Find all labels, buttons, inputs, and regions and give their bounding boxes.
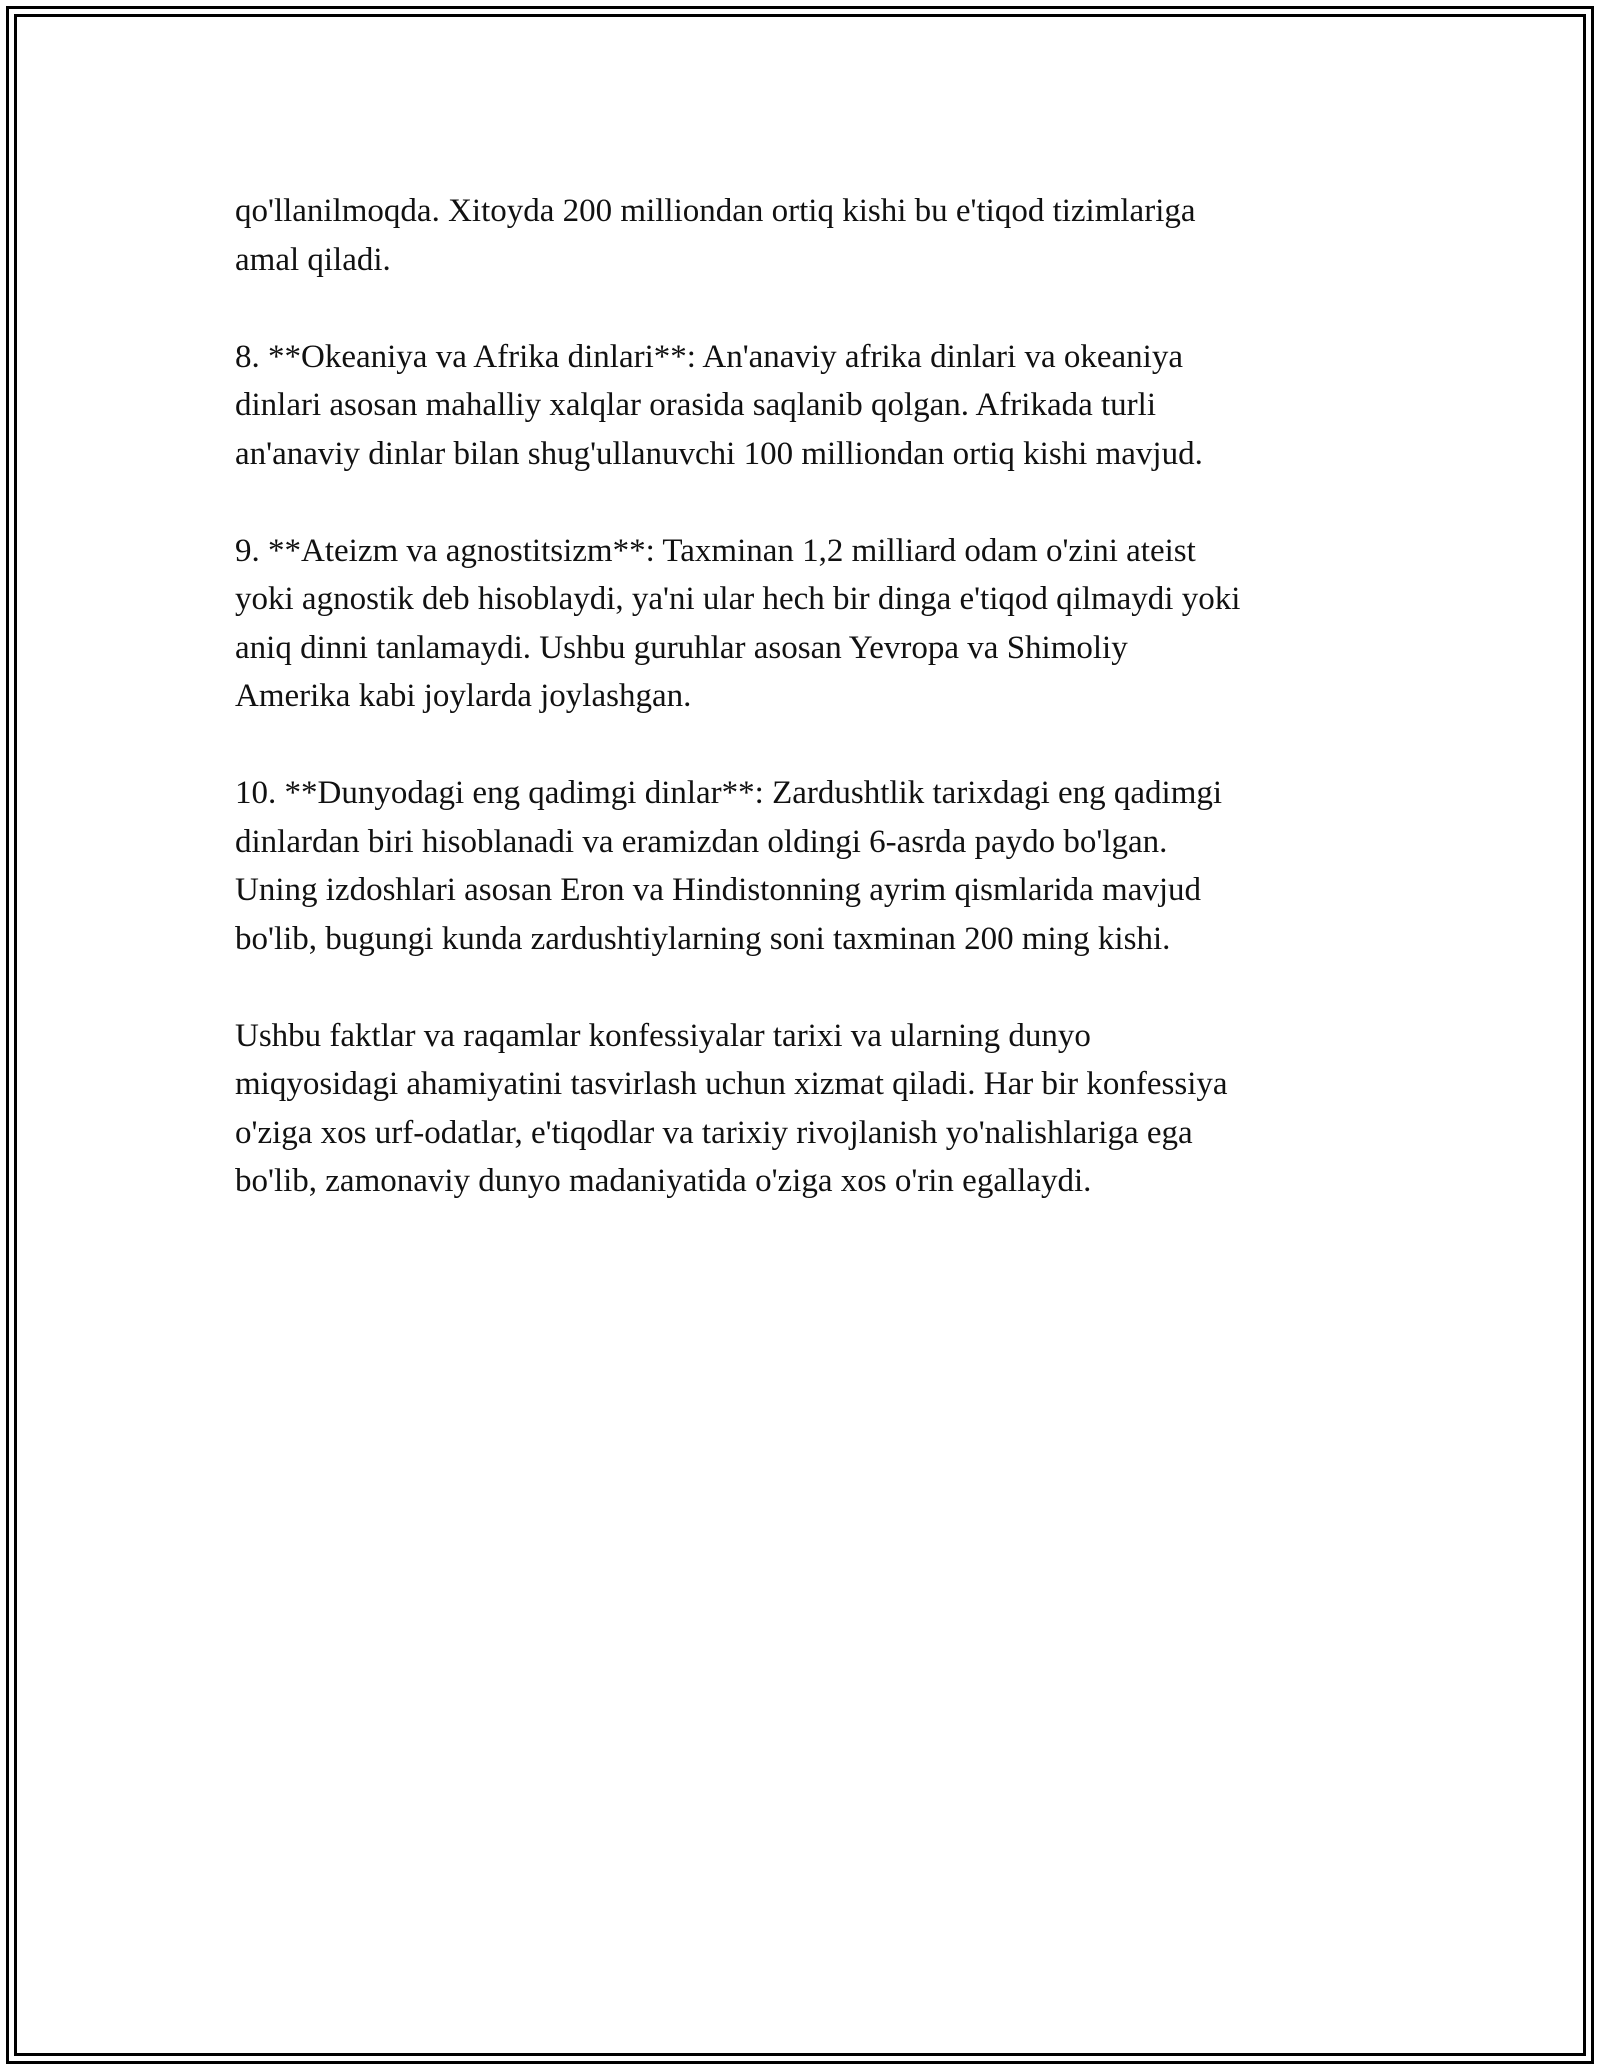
paragraph-item-9 (235, 527, 1365, 721)
text-line: miqyosidagi ahamiyatini tasvirlash uchun xizmat qiladi. Har bir konfessiya (235, 1066, 1228, 1102)
text-line: bo'lib, zamonaviy dunyo madaniyatida o'ziga xos o'rin egallaydi. (235, 1163, 1092, 1199)
text-line: 9. **Ateizm va agnostitsizm**: Taxminan 1,2 milliard odam o'zini ateist (235, 532, 1196, 569)
text-line: bo'lib, bugungi kunda zardushtiylarning soni taxminan 200 ming kishi. (235, 920, 1171, 957)
text-line: o'ziga xos urf-odatlar, e'tiqodlar va tarixiy rivojlanish yo'nalishlariga ega (235, 1114, 1193, 1151)
text-line: yoki agnostik deb hisoblaydi, ya'ni ular hech bir dinga e'tiqod qilmaydi yoki (235, 581, 1241, 617)
paragraph-continuation (235, 187, 1365, 284)
text-line: dinlari asosan mahalliy xalqlar orasida saqlanib qolgan. Afrikada turli (235, 387, 1156, 423)
text-line: Amerika kabi joylarda joylashgan. (235, 678, 692, 714)
text-line: aniq dinni tanlamaydi. Ushbu guruhlar asosan Yevropa va Shimoliy (235, 629, 1128, 666)
document-body (235, 187, 1365, 1254)
text-line: 8. **Okeaniya va Afrika dinlari**: An'anaviy afrika dinlari va okeaniya (235, 338, 1183, 375)
text-line: an'anaviy dinlar bilan shug'ullanuvchi 100 milliondan ortiq kishi mavjud. (235, 435, 1203, 472)
text-line: 10. **Dunyodagi eng qadimgi dinlar**: Zardushtlik tarixdagi eng qadimgi (235, 775, 1223, 811)
text-line: Ushbu faktlar va raqamlar konfessiyalar tarixi va ularning dunyo (235, 1017, 1091, 1054)
text-line: qo'llanilmoqda. Xitoyda 200 milliondan ortiq kishi bu e'tiqod tizimlariga (235, 193, 1196, 229)
paragraph-item-10 (235, 769, 1365, 963)
text-line: amal qiladi. (235, 241, 391, 278)
text-line: dinlardan biri hisoblanadi va eramizdan oldingi 6-asrda paydo bo'lgan. (235, 823, 1168, 860)
paragraph-item-8 (235, 333, 1365, 479)
paragraph-conclusion (235, 1012, 1365, 1206)
text-line: Uning izdoshlari asosan Eron va Hindistonning ayrim qismlarida mavjud (235, 872, 1202, 908)
